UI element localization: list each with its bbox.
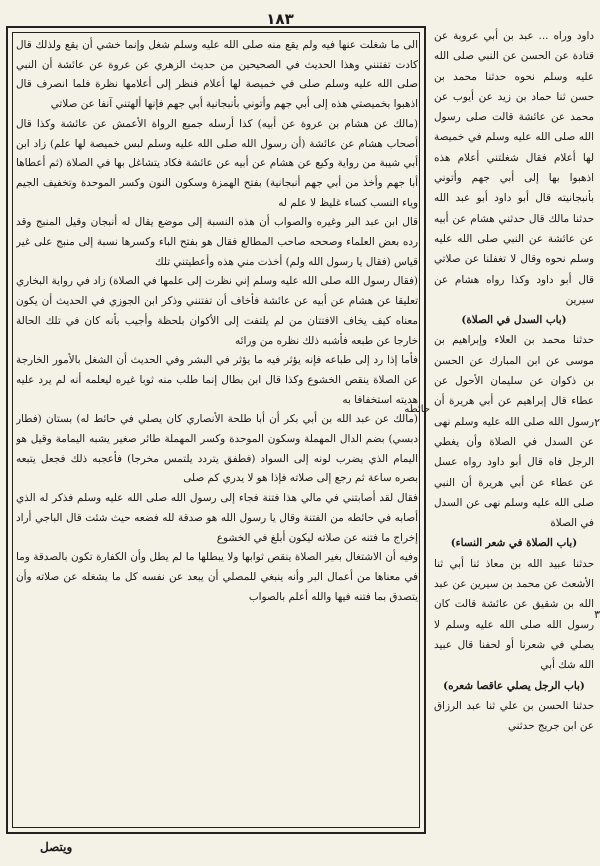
commentary-paragraph: فأما إذا رد إلى طباعه فإنه يؤثر فيه ما يؤثر في البشر وفي الحديث أن الشغل بالأمور الخارجة عن الصلاة ينقص الخشوع وكذا قال ابن بطال إنما طلب منه ثوبا غيره ليعلمه أنه لم يرد عليه هديته استخفافا به xyxy=(16,354,418,406)
commentary-paragraph: الى ما شغلت عنها فيه ولم يقع منه صلى الله عليه وسلم شغل وإنما خشي أن يقع ولذلك قال كادت تفتنني وهذا الحديث في الصحيحين من حديث الزهري عن عروة عن عائشة أن النبي صلى الله عليه وسلم صلى في خميصة لها أعلام فنظر إلى أعلامها نظرة فلما انصرف قال اذهبوا بخميصتي هذه إلى أبي جهم وأتوني بأنبجانية أبي جهم فإنها ألهتني آنفا عن صلاتي xyxy=(16,39,418,111)
commentary-paragraph: فقال لقد أصابتني في مالي هذا فتنة فجاء إلى رسول الله صلى الله عليه وسلم فذكر له الذي أصابه في حائطه من الفتنة وقال يا رسول الله هو صدقة لله فضعه حيث شئت قال الباجي أراد إخراج ما فتنه عن صلاته ليكون أبلغ في الخشوع xyxy=(16,492,418,544)
commentary-paragraph: قال ابن عبد البر وغيره والصواب أن هذه النسبة إلى موضع يقال له أنبجان وقيل المنبج وقد رده بعض العلماء وصححه صاحب المطالع فقال هو بفتح الباء وكسرها نسبة إلى منبج على غير قياس (فقال يا رسول الله ولم) أخذت مني هذه وأعطيتني تلك xyxy=(16,216,418,268)
hadith-text: حدثنا عبيد الله بن معاذ ثنا أبي ثنا الأشعث عن محمد بن سيرين عن عبد الله بن شقيق عن عائشة قالت كان رسول الله صلى الله عليه وسلم لا يصلي في شعرنا أو لحفنا قال عبيد الله شك أبي xyxy=(434,557,594,672)
commentary-paragraph: (مالك عن عبد الله بن أبي بكر أن أبا طلحة الأنصاري كان يصلي في حائط له) بستان (فطار دبسي) بضم الدال المهملة وسكون الموحدة وكسر المهملة طائر صغير يشبه اليمامة وقيل هو اليمام الذي يضرب لونه إلى السواد (فطفق يتردد يلتمس مخرجا) فأعجبه ذلك فجعل يتبعه بصره ساعة ثم رجع إلى صلاته فإذا هو لا يدري كم صلى xyxy=(16,413,418,485)
hadith-text: حدثنا محمد بن العلاء وإبراهيم بن موسى عن ابن المبارك عن الحسن بن ذكوان عن سليمان الأحول عن عطاء قال إبراهيم عن أبي هريرة أن رسول الله صلى الله عليه وسلم نهى عن السدل في الصلاة وأن يغطي الرجل فاه قال أبو داود رواه عسل عن عطاء عن أبي هريرة أن النبي صلى الله عليه وسلم نهى عن السدل في الصلاة xyxy=(434,334,594,530)
chapter-heading: (باب السدل في الصلاة) xyxy=(461,314,567,327)
commentary-text xyxy=(16,36,418,824)
margin-note: ٢ xyxy=(594,416,600,429)
commentary-paragraph: (مالك عن هشام بن عروة عن أبيه) كذا أرسله جميع الرواة الأعمش عن عائشة وكذا قال أصحاب هشام عن عائشة (أن رسول الله صلى الله عليه وسلم لبس خميصة لها علم) زاد ابن أبي شيبة من رواية وكيع عن هشام عن أبيه عن عائشة فكاد يتشاغل بها في الصلاة (ثم أعطاها أبا جهم وأخذ من أبي جهم أنبجانية) بفتح الهمزة وسكون النون وكسر الموحدة وتخفيف الجيم وياء النسب كساء غليظ لا علم له xyxy=(16,117,418,209)
chapter-heading: (باب الرجل يصلي عاقصا شعره) xyxy=(443,679,585,692)
commentary-paragraph: (فقال رسول الله صلى الله عليه وسلم إني نظرت إلى علمها في الصلاة) زاد في رواية البخاري تعليقا عن هشام عن أبيه عن عائشة فأخاف أن تفتنني وذكر ابن الجوزي في الحديث أن يكون معناه كيف يخاف الافتتان من لم يلتفت إلى الأكوان بلحظة وأجيب بأنه كان في تلك الحالة خارجا عن طبعه فأشبه ذلك نظره من ورائه xyxy=(16,275,418,347)
chapter-heading: (باب الصلاة في شعر النساء) xyxy=(450,537,578,550)
catchword: ويتصل xyxy=(40,840,73,854)
page-number: ١٨٣ xyxy=(266,10,294,28)
hadith-text: داود وراه ... عبد بن أبي عروبة عن قتادة عن الحسن عن النبي صلى الله عليه وسلم نحوه حدثنا محمد بن حسن ثنا حماد بن زيد عن أيوب عن محمد عن عائشة قالت صلى رسول الله صلى الله عليه وسلم في خميصة لها أعلام فقال شغلتني أعلام هذه اذهبوا بها إلى أبي جهم وأتوني بأنبجانيته قال أبو داود أبو عبد الله حدثنا مالك قال حدثني هشام عن أبيه عن عائشة عن النبي صلى الله عليه وسلم نحوه وقال لا تغفلنا عن صلاتي قال أبو داود وكذا رواه هشام عن سيرين xyxy=(434,30,594,306)
margin-note: ٣ xyxy=(594,608,600,621)
hadith-text: حدثنا الحسن بن علي ثنا عبد الرزاق عن ابن جريج حدثني xyxy=(434,699,594,733)
main-text-column xyxy=(434,26,594,834)
commentary-paragraph: وفيه أن الاشتغال بغير الصلاة ينقص ثوابها ولا يبطلها ما لم يطل وأن الكفارة تكون بالصدقة وما في معناها من أعمال البر وأنه ينبغي للمصلي أن يبعد عن نفسه كل ما يشغله عن صلاته وأن يتصدق بما فتنه فيها والله أعلم بالصواب xyxy=(16,551,418,603)
margin-note: حائطه xyxy=(404,404,430,415)
